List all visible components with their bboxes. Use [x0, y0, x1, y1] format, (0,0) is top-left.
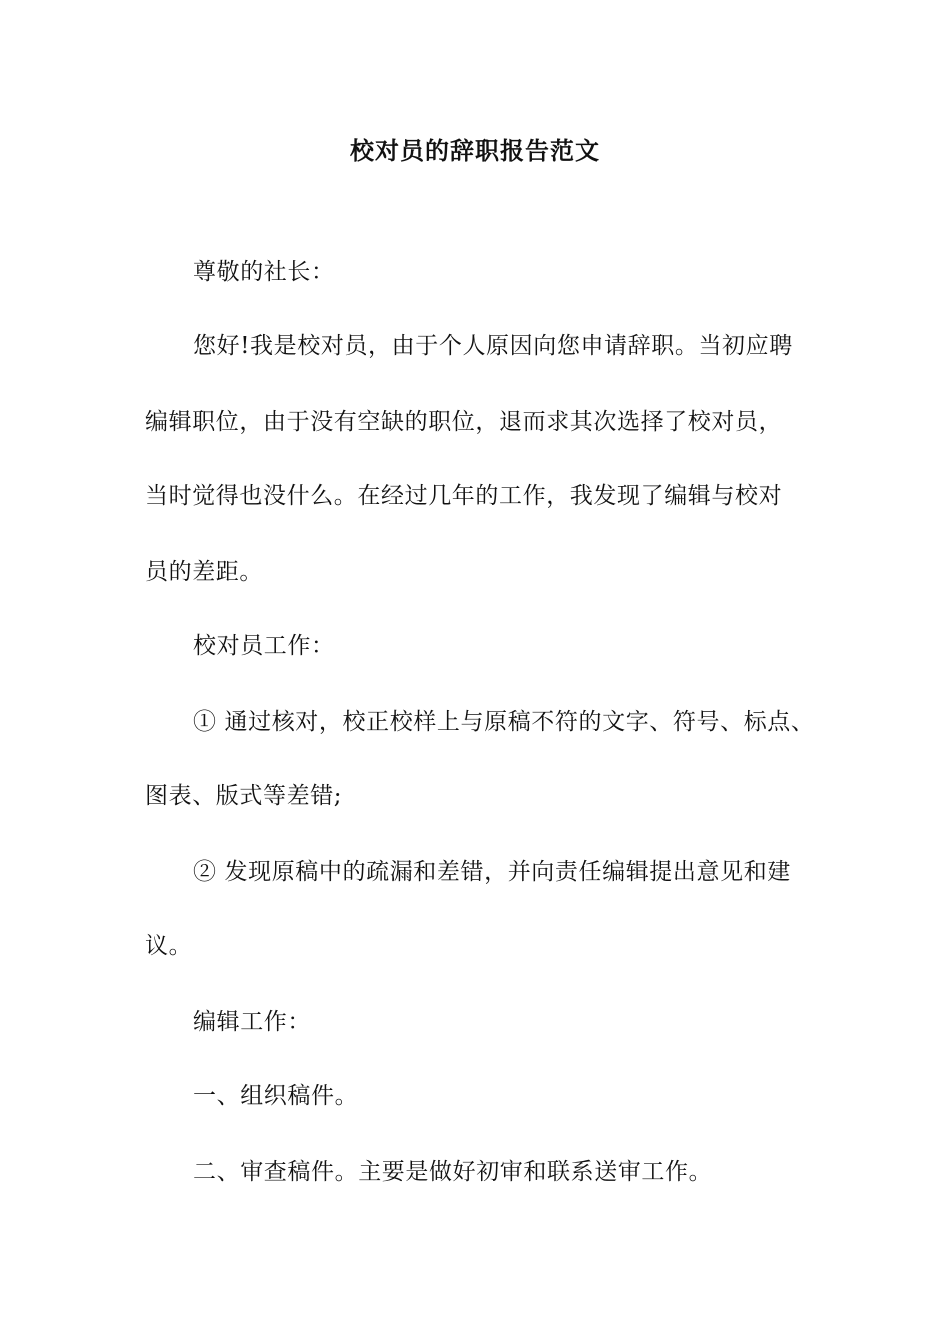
paragraph-line: 您好!我是校对员，由于个人原因向您申请辞职。当初应聘: [193, 333, 793, 359]
paragraph-line: 编辑职位，由于没有空缺的职位，退而求其次选择了校对员，: [145, 409, 783, 435]
list-item-line: 一、组织稿件。: [193, 1083, 359, 1109]
list-item-line: 二、审查稿件。主要是做好初审和联系送审工作。: [193, 1159, 713, 1185]
salutation-line: 尊敬的社长：: [193, 259, 335, 285]
document-title: 校对员的辞职报告范文: [350, 136, 600, 165]
list-item-line: ① 通过核对，校正校样上与原稿不符的文字、符号、标点、: [193, 709, 815, 735]
list-item-line: ② 发现原稿中的疏漏和差错，并向责任编辑提出意见和建: [193, 859, 791, 885]
section-heading-line: 校对员工作：: [193, 633, 335, 659]
list-item-line: 图表、版式等差错;: [145, 783, 343, 809]
paragraph-line: 当时觉得也没什么。在经过几年的工作，我发现了编辑与校对: [145, 483, 783, 509]
paragraph-line: 员的差距。: [145, 559, 263, 585]
section-heading-line: 编辑工作：: [193, 1009, 311, 1035]
list-item-line: 议。: [145, 933, 193, 959]
